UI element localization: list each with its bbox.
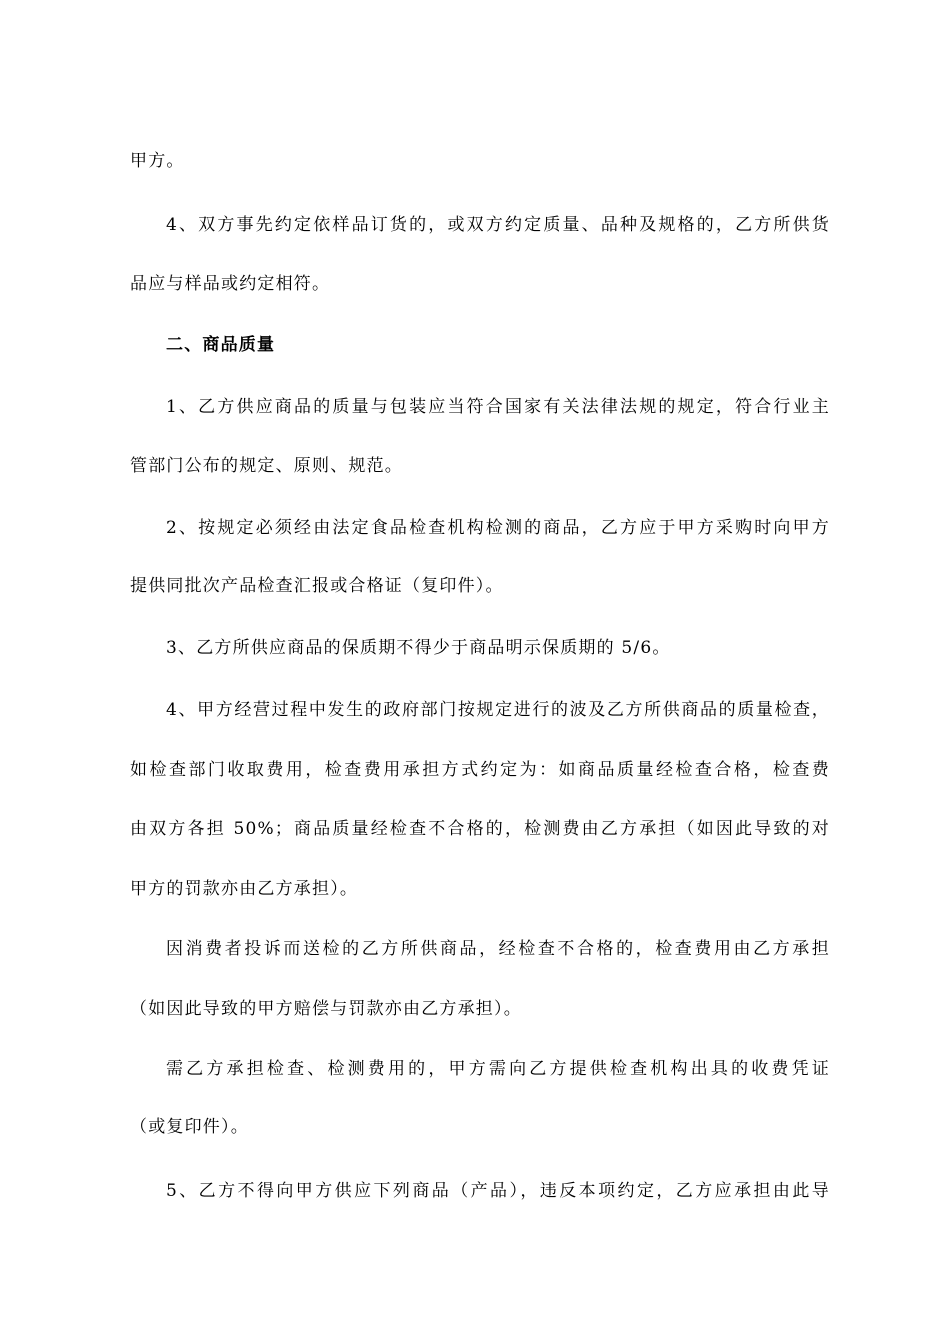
paragraph-line: 4、双方事先约定依样品订货的，或双方约定质量、品种及规格的，乙方所供货 [166,215,830,235]
paragraph-line: 4、甲方经营过程中发生的政府部门按规定进行的波及乙方所供商品的质量检查， [166,700,830,720]
paragraph-line: 需乙方承担检查、检测费用的，甲方需向乙方提供检查机构出具的收费凭证 [166,1059,830,1079]
paragraph-line: 品应与样品或约定相符。 [130,274,331,294]
paragraph-line: 2、按规定必须经由法定食品检查机构检测的商品，乙方应于甲方采购时向甲方 [166,518,830,538]
paragraph-line: 管部门公布的规定、原则、规范。 [130,456,403,476]
paragraph-line: 提供同批次产品检查汇报或合格证（复印件）。 [130,576,504,596]
paragraph-line: 由双方各担 50%；商品质量经检查不合格的，检测费由乙方承担（如因此导致的对 [130,819,830,839]
paragraph-line: 甲方的罚款亦由乙方承担）。 [130,879,359,899]
paragraph-line: 5、乙方不得向甲方供应下列商品（产品），违反本项约定，乙方应承担由此导 [166,1181,830,1201]
text-line: 甲方。 [130,151,185,171]
section-heading: 二、商品质量 [166,335,276,355]
paragraph-line: （如因此导致的甲方赔偿与罚款亦由乙方承担）。 [130,999,522,1019]
paragraph-line: 1、乙方供应商品的质量与包装应当符合国家有关法律法规的规定，符合行业主 [166,397,830,417]
paragraph-line: 因消费者投诉而送检的乙方所供商品，经检查不合格的，检查费用由乙方承担 [166,939,830,959]
paragraph-line: 3、乙方所供应商品的保质期不得少于商品明示保质期的 5/6。 [166,638,671,658]
paragraph-line: （或复印件）。 [130,1117,249,1137]
paragraph-line: 如检查部门收取费用，检查费用承担方式约定为：如商品质量经检查合格，检查费 [130,760,830,780]
